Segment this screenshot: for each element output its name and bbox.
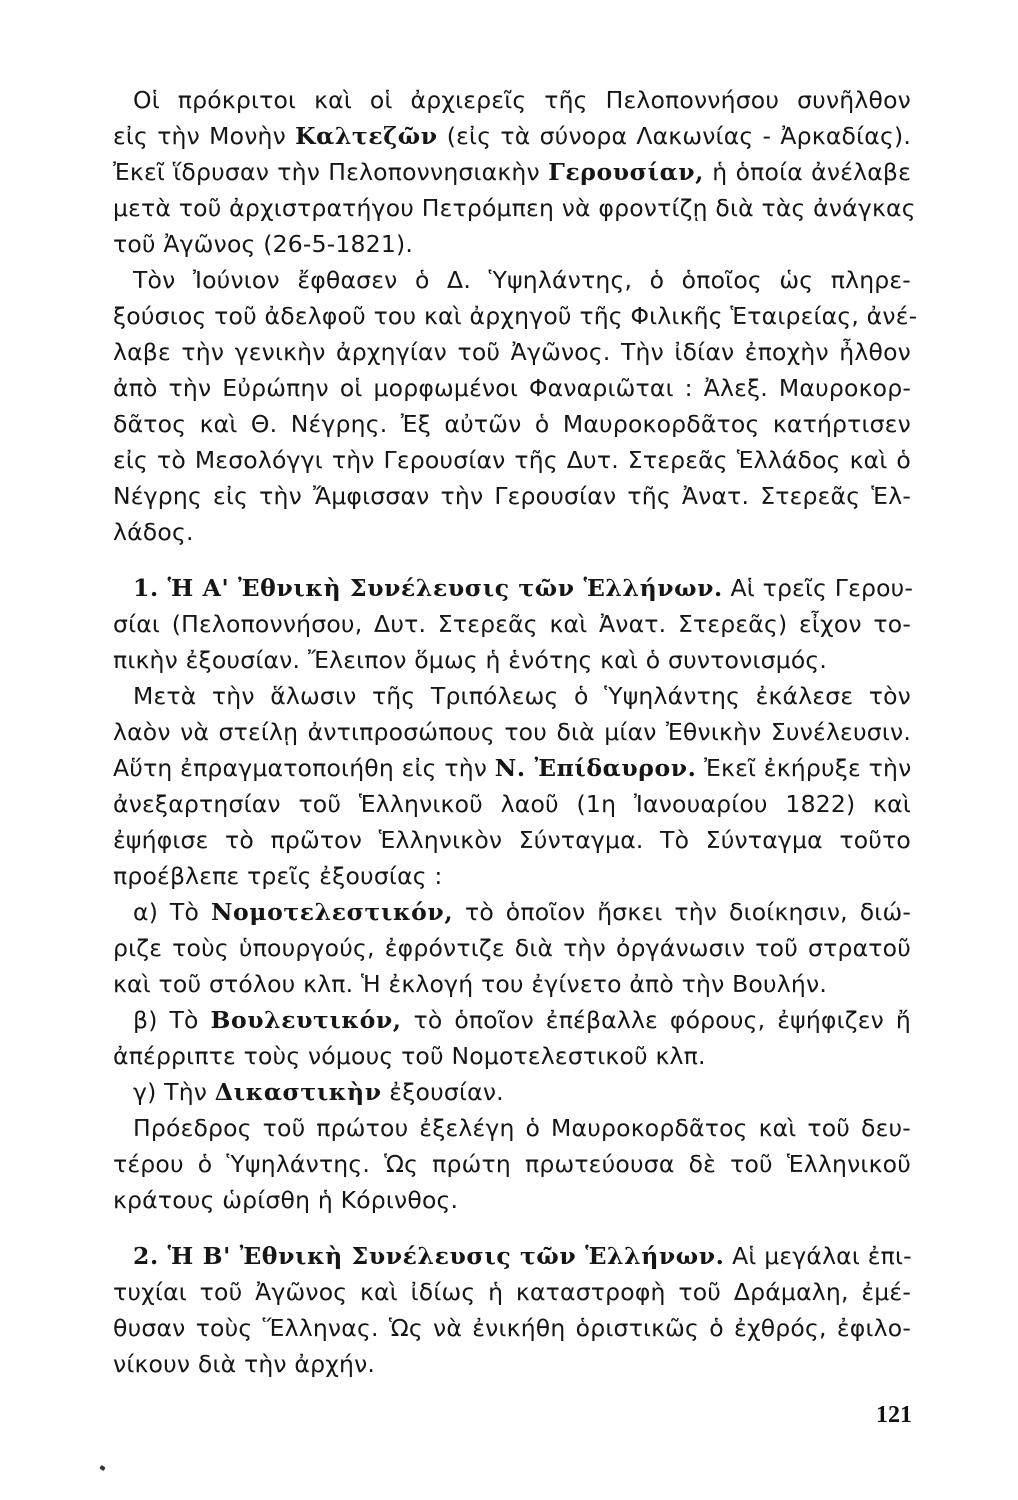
section-title: 1. Ἡ Α' Ἐθνικὴ Συνέλευσις τῶν Ἑλλήνων. <box>133 574 723 602</box>
text-line: Πρόεδρος τοῦ πρώτου ἐξελέγη ὁ Μαυροκορδᾶτος καὶ τοῦ δευ- <box>133 1114 911 1142</box>
text-line: Αὕτη ἐπραγματοποιήθη εἰς τὴν Ν. Ἐπίδαυρον. Ἐκεῖ ἐκήρυξε τὴν <box>113 754 912 782</box>
text-line: α) Τὸ Νομοτελεστικόν, τὸ ὁποῖον ἤσκει τὴν διοίκησιν, διώ- <box>133 898 911 926</box>
text-line: λαὸν νὰ στείλῃ ἀντιπροσώπους του διὰ μίαν Ἐθνικὴν Συνέλευσιν. <box>113 718 911 746</box>
text-line: ριζε τοὺς ὑπουργούς, ἐφρόντιζε διὰ τὴν ὀργάνωσιν τοῦ στρατοῦ <box>113 934 911 962</box>
bold-term: Ν. Ἐπίδαυρον. <box>494 754 697 782</box>
text-line: προέβλεπε τρεῖς ἐξουσίας : <box>113 862 443 890</box>
section-heading-1: 1. Ἡ Α' Ἐθνικὴ Συνέλευσις τῶν Ἑλλήνων. Αἱ τρεῖς Γερου- <box>133 574 914 602</box>
text-line: εἰς τὴν Μονὴν Καλτεζῶν (εἰς τὰ σύνορα Λακωνίας - Ἀρκαδίας). <box>113 122 911 150</box>
text-line: τυχίαι τοῦ Ἀγῶνος καὶ ἰδίως ἡ καταστροφὴ τοῦ Δράμαλη, ἐμέ- <box>113 1278 911 1306</box>
text-line: ἐψήφισε τὸ πρῶτον Ἑλληνικὸν Σύνταγμα. Τὸ Σύνταγμα τοῦτο <box>113 826 911 854</box>
bold-term: Καλτεζῶν <box>295 122 438 150</box>
bold-term: Βουλευτικόν, <box>210 1006 402 1034</box>
text-line: τοῦ Ἀγῶνος (26-5-1821). <box>113 230 414 258</box>
text-line: Ἐκεῖ ἵδρυσαν τὴν Πελοποννησιακὴν Γερουσίαν, ἡ ὁποία ἀνέλαβε <box>113 158 911 186</box>
section-title: 2. Ἡ Β' Ἐθνικὴ Συνέλευσις τῶν Ἑλλήνων. <box>133 1242 725 1270</box>
text-line: τέρου ὁ Ὑψηλάντης. Ὡς πρώτη πρωτεύουσα δὲ τοῦ Ἑλληνικοῦ <box>113 1150 911 1178</box>
page-number: 121 <box>876 1402 912 1428</box>
text-line: ἀπέρριπτε τοὺς νόμους τοῦ Νομοτελεστικοῦ κλπ. <box>113 1042 706 1070</box>
bold-term: Γερουσίαν, <box>548 158 704 186</box>
text-line: Οἱ πρόκριτοι καὶ οἱ ἀρχιερεῖς τῆς Πελοποννήσου συνῆλθον <box>133 86 911 114</box>
text-line: ἀνεξαρτησίαν τοῦ Ἑλληνικοῦ λαοῦ (1η Ἰανουαρίου 1822) καὶ <box>113 790 911 818</box>
text-line: ξούσιος τοῦ ἀδελφοῦ του καὶ ἀρχηγοῦ τῆς Φιλικῆς Ἑταιρείας, ἀνέ- <box>113 302 918 330</box>
scan-speck <box>99 1465 105 1471</box>
text-line: ἀπὸ τὴν Εὐρώπην οἱ μορφωμένοι Φαναριῶται : Ἀλεξ. Μαυροκορ- <box>113 374 911 402</box>
text-line: γ) Τὴν Δικαστικὴν ἐξουσίαν. <box>133 1078 504 1106</box>
text-line: β) Τὸ Βουλευτικόν, τὸ ὁποῖον ἐπέβαλλε φόρους, ἐψήφιζεν ἤ <box>133 1006 911 1034</box>
text-line: σίαι (Πελοποννήσου, Δυτ. Στερεᾶς καὶ Ἀνατ. Στερεᾶς) εἶχον το- <box>113 610 911 638</box>
text-line: Μετὰ τὴν ἅλωσιν τῆς Τριπόλεως ὁ Ὑψηλάντης ἐκάλεσε τὸν <box>133 682 911 710</box>
bold-term: Δικαστικὴν <box>214 1078 382 1106</box>
text-line: κράτους ὡρίσθη ἡ Κόρινθος. <box>113 1186 459 1214</box>
text-line: θυσαν τοὺς Ἕλληνας. Ὡς νὰ ἐνικήθη ὁριστικῶς ὁ ἐχθρός, ἐφιλο- <box>113 1314 911 1342</box>
bold-term: Νομοτελεστικόν, <box>210 898 454 926</box>
text-line: Νέγρης εἰς τὴν Ἄμφισσαν τὴν Γερουσίαν τῆς Ἀνατ. Στερεᾶς Ἑλ- <box>113 482 911 510</box>
section-heading-2: 2. Ἡ Β' Ἐθνικὴ Συνέλευσις τῶν Ἑλλήνων. Αἱ μεγάλαι ἐπι- <box>133 1242 912 1270</box>
text-line: εἰς τὸ Μεσολόγγι τὴν Γερουσίαν τῆς Δυτ. Στερεᾶς Ἑλλάδος καὶ ὁ <box>113 446 911 474</box>
text-line: πικὴν ἐξουσίαν. Ἔλειπον ὅμως ἡ ἑνότης καὶ ὁ συντονισμός. <box>113 646 828 674</box>
text-line: νίκουν διὰ τὴν ἀρχήν. <box>113 1350 376 1378</box>
text-line: λαβε τὴν γενικὴν ἀρχηγίαν τοῦ Ἀγῶνος. Τὴν ἰδίαν ἐποχὴν ἦλθον <box>113 338 911 366</box>
text-line: Τὸν Ἰούνιον ἔφθασεν ὁ Δ. Ὑψηλάντης, ὁ ὁποῖος ὡς πληρε- <box>133 266 911 294</box>
text-line: δᾶτος καὶ Θ. Νέγρης. Ἐξ αὐτῶν ὁ Μαυροκορδᾶτος κατήρτισεν <box>113 410 911 438</box>
text-line: λάδος. <box>113 518 194 546</box>
text-line: καὶ τοῦ στόλου κλπ. Ἡ ἐκλογή του ἐγίνετο ἀπὸ τὴν Βουλήν. <box>113 970 827 998</box>
text-line: μετὰ τοῦ ἀρχιστρατήγου Πετρόμπεη νὰ φροντίζῃ διὰ τὰς ἀνάγκας <box>113 194 916 222</box>
